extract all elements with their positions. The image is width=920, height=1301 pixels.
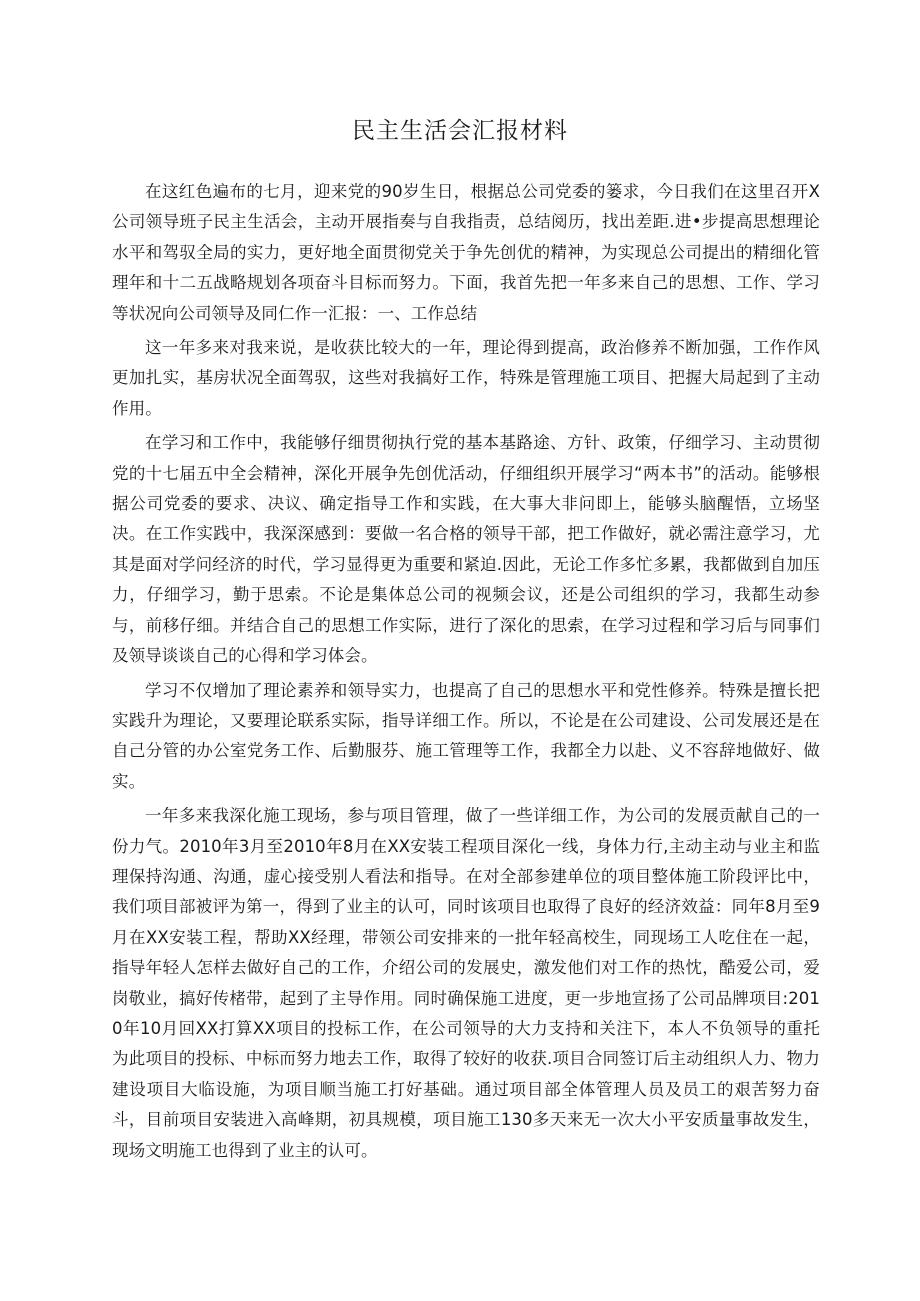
- paragraph-project-management: 一年多来我深化施工现场，参与项目管理，做了一些详细工作，为公司的发展贡献自己的一份力气。2010年3月至2010年8月在XX安装工程项目深化一线，身体力行,主动主动与业主和监理保持沟通、沟通，虚心接受别人看法和指导。在对全部参建单位的项目整体施工阶段评比中，我们项目部被评为第一，得到了业主的认可，同时该项目也取得了良好的经济效益：同年8月至9月在XX安装工程，帮助XX经理，带领公司安排来的一批年轻高校生，同现场工人吃住在一起，指导年轻人怎样去做好自己的工作，介绍公司的发展史，激发他们对工作的热忱，酷爱公司，爱岗敬业，搞好传楮带，起到了主导作用。同时确保施工进度，更一步地宣扬了公司品牌项目:2010年10月回XX打算XX项目的投标工作，在公司领导的大力支持和关注下，本人不负领导的重托为此项目的投标、中标而努力地去工作，取得了较好的收获.项目合同签订后主动组织人力、物力建设项目大临设施，为项目顺当施工打好基础。通过项目部全体管理人员及员工的艰苦努力奋斗，目前项目安装进入高峰期，初具规模，项目施工130多天来无一次大小平安质量事故发生，现场文明施工也得到了业主的认可。: [112, 806, 820, 1160]
- paragraph-theory-cultivation: 学习不仅增加了理论素养和领导实力，也提高了自己的思想水平和党性修养。特殊是擅长把实践升为理论，又要理论联系实际，指导详细工作。所以，不论是在公司建设、公司发展还是在自己分管的办公室党务工作、后勤服芬、施工管理等工作，我都全力以赴、义不容辞地做好、做实。: [112, 680, 820, 791]
- paragraph-year-summary: 这一年多来对我来说，是收获比较大的一年，理论得到提高，政治修养不断加强，工作作风更加扎实，基房状况全面驾驭，这些对我搞好工作，特殊是管理施工项目、把握大局起到了主动作用。: [112, 338, 820, 418]
- paragraph-study-and-work: 在学习和工作中，我能够仔细贯彻执行党的基本基路途、方针、政策，仔细学习、主动贯彻党的十七届五中全会精神，深化开展争先创优活动，仔细组织开展学习“两本书”的活动。能够根据公司党委的要求、决议、确定指导工作和实践，在大事大非问即上，能够头脑醒悟，立场坚决。在工作实践中，我深深感到：要做一名合格的领导干部，把工作做好，就必需注意学习，尤其是面对学问经济的时代，学习显得更为重要和紧迫.因此，无论工作多忙多累，我都做到自加压力，仔细学习，勤于思索。不论是集体总公司的视频会议，还是公司组织的学习，我都生动参与，前移仔细。并结合自己的思想工作实际，进行了深化的思索，在学习过程和学习后与同事们及领导谈谈自己的心得和学习体会。: [112, 433, 820, 666]
- paragraph-intro: 在这红色遍布的七月，迎来党的90岁生日，根据总公司党委的篓求，今日我们在这里召开X公司领导班子民主生活会，主动开展指奏与自我指责，总结阅历，找出差距.进•步提高思想理论水平和驾驭全局的实力，更好地全面贯彻党关于争先创优的精神，为实现总公司提出的精细化管理年和十二五战略规划各项奋斗目标而努力。下面，我首先把一年多来自己的思想、工作、学习等状况向公司领导及同仁作一汇报：一、工作总结: [112, 182, 820, 323]
- document-body: [112, 177, 820, 1170]
- document-title: 民主生活会汇报材料: [352, 118, 568, 144]
